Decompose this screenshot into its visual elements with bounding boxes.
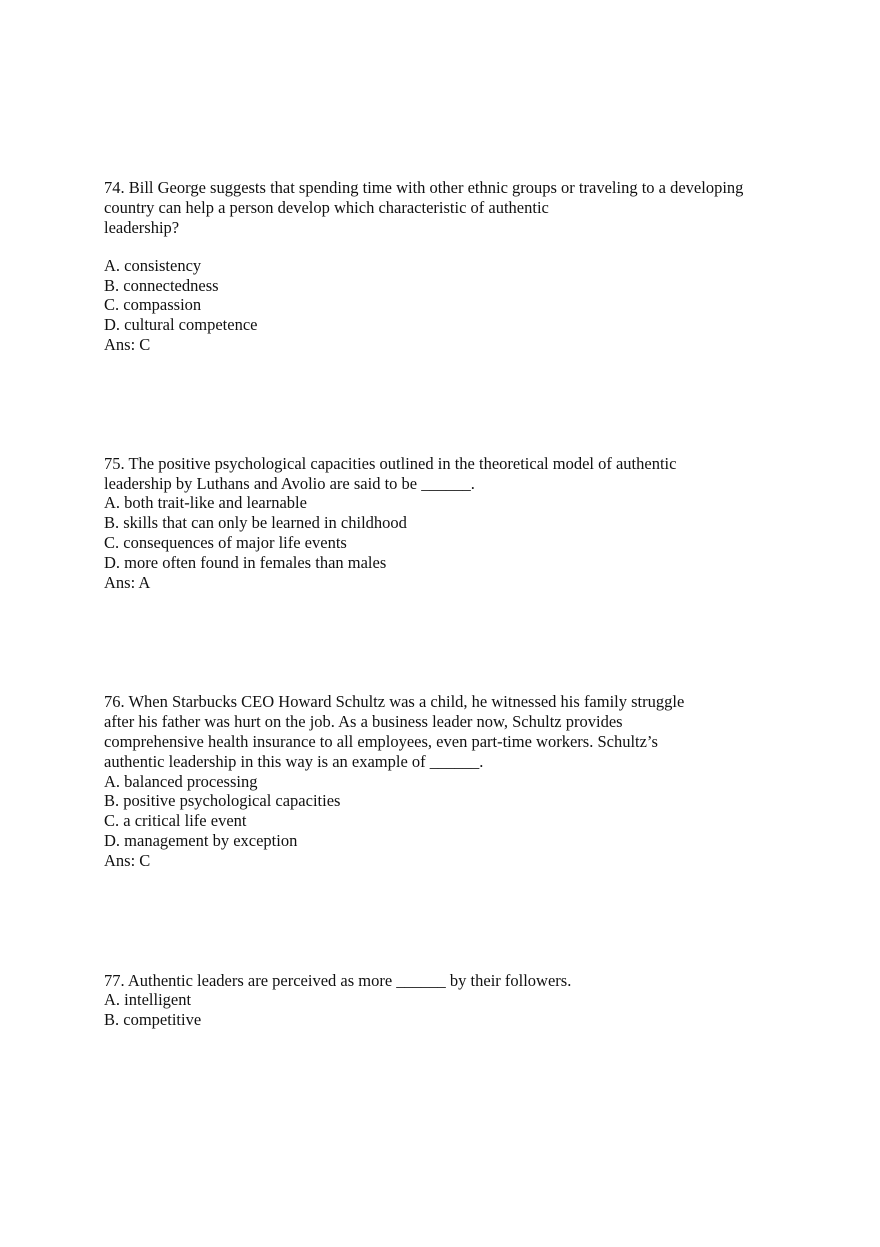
answer-option-a: A. consistency xyxy=(104,256,202,275)
question-stem-line: comprehensive health insurance to all employees, even part-time workers. Schultz’s xyxy=(104,732,658,751)
question-stem-line: 77. Authentic leaders are perceived as more ______ by their followers. xyxy=(104,971,572,990)
answer-option-b: B. connectedness xyxy=(104,276,219,295)
answer-option-b: B. positive psychological capacities xyxy=(104,791,341,810)
question-stem-line: 74. Bill George suggests that spending time with other ethnic groups or traveling to a developing xyxy=(104,178,744,197)
answer-option-b: B. competitive xyxy=(104,1010,202,1029)
question-stem-line: authentic leadership in this way is an example of ______. xyxy=(104,752,484,771)
answer-option-c: C. consequences of major life events xyxy=(104,533,347,552)
question-stem-line: leadership? xyxy=(104,218,180,237)
question-stem-line: 76. When Starbucks CEO Howard Schultz was a child, he witnessed his family struggle xyxy=(104,692,685,711)
answer-option-c: C. compassion xyxy=(104,295,202,314)
answer-key: Ans: C xyxy=(104,851,151,870)
answer-option-d: D. cultural competence xyxy=(104,315,258,334)
question-stem-line: country can help a person develop which characteristic of authentic xyxy=(104,198,549,217)
question-stem-line: after his father was hurt on the job. As a business leader now, Schultz provides xyxy=(104,712,623,731)
answer-key: Ans: C xyxy=(104,335,151,354)
answer-key: Ans: A xyxy=(104,573,151,592)
question-stem-line: leadership by Luthans and Avolio are said to be ______. xyxy=(104,474,475,493)
answer-option-b: B. skills that can only be learned in childhood xyxy=(104,513,407,532)
answer-option-a: A. intelligent xyxy=(104,990,192,1009)
answer-option-c: C. a critical life event xyxy=(104,811,247,830)
question-stem-line: 75. The positive psychological capacities outlined in the theoretical model of authentic xyxy=(104,454,677,473)
answer-option-a: A. balanced processing xyxy=(104,772,258,791)
answer-option-d: D. more often found in females than males xyxy=(104,553,387,572)
answer-option-a: A. both trait-like and learnable xyxy=(104,493,307,512)
answer-option-d: D. management by exception xyxy=(104,831,298,850)
